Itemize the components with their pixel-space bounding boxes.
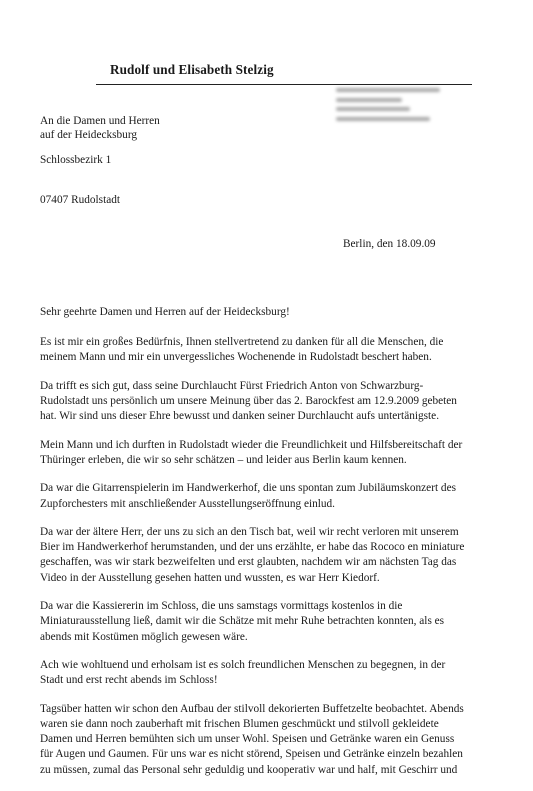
text-line: Mein Mann und ich durften in Rudolstadt wieder die Freundlichkeit und Hilfsbereitschaft der [40, 438, 463, 451]
recipient-city: 07407 Rudolstadt [40, 193, 121, 206]
text-line: geschaffen, was wir stark bezweifelten und erst glaubten, nachdem wir am nächsten Tag das [40, 556, 457, 569]
text-line: Stadt und erst recht abends im Schloss! [40, 674, 218, 687]
paragraph [40, 702, 480, 778]
recipient-line-1: An die Damen und Herren [40, 115, 160, 127]
paragraph [40, 658, 480, 688]
paragraph [40, 599, 480, 645]
header-rule [96, 84, 472, 85]
text-line: meinem Mann und mir ein unvergessliches Wochenende in Rudolstadt beschert haben. [40, 351, 432, 364]
text-line: Bier im Handwerkerhof herumstanden, und der uns erzählte, er habe das Rococo en miniature [40, 541, 465, 554]
paragraph [40, 335, 480, 365]
paragraph [40, 438, 480, 468]
text-line: Video in der Ausstellung gesehen hatten und wussten, es war Herr Kiedorf. [40, 571, 380, 584]
text-line: waren sie dann noch zauberhaft mit frischen Blumen geschmückt und stilvoll gekleidete [40, 717, 439, 730]
paragraph [40, 525, 480, 586]
text-line: Zupforchesters mit anschließender Ausstellungseröffnung einlud. [40, 497, 336, 510]
paragraph [40, 379, 480, 425]
salutation: Sehr geehrte Damen und Herren auf der Heidecksburg! [40, 306, 290, 318]
recipient-line-2: auf der Heidecksburg [40, 128, 138, 141]
text-line: Es ist mir ein großes Bedürfnis, Ihnen stellvertretend zu danken für all die Menschen, die [40, 336, 444, 348]
text-line: Thüringer erleben, die wir so sehr schätzen – und leider aus Berlin kaum kennen. [40, 453, 407, 466]
text-line: Ach wie wohltuend und erholsam ist es solch freundlichen Menschen zu begegnen, in der [40, 659, 446, 672]
text-line: Tagsüber hatten wir schon den Aufbau der stilvoll dekorierten Buffetzelte beobachtet. Abends [40, 702, 464, 715]
sender-name: Rudolf und Elisabeth Stelzig [110, 62, 274, 77]
recipient-street: Schlossbezirk 1 [40, 154, 112, 166]
redacted-line [336, 98, 402, 102]
text-line: für Augen und Gaumen. Für uns war es nicht störend, Speisen und Getränke einzeln bezahlen [40, 748, 463, 761]
text-line: Miniaturausstellung ließ, damit wir die Schätze mit mehr Ruhe betrachten konnten, als es [40, 615, 445, 628]
letter-date: Berlin, den 18.09.09 [343, 238, 436, 250]
text-line: abends mit Kostümen möglich gewesen wäre. [40, 630, 248, 643]
redacted-sender-address [336, 88, 446, 126]
redacted-line [336, 117, 430, 121]
text-line: Rudolstadt uns persönlich um unsere Meinung über das 2. Barockfest am 12.9.2009 gebeten [40, 394, 457, 407]
redacted-line [336, 88, 440, 92]
text-line: Da war der ältere Herr, der uns zu sich an den Tisch bat, weil wir recht verloren mit unserem [40, 526, 459, 539]
text-line: zu müssen, zumal das Personal sehr geduldig und kooperativ war und half, mit Geschirr und [40, 763, 458, 776]
paragraph [40, 481, 480, 511]
text-line: hat. Wir sind uns dieser Ehre bewusst und danken seiner Durchlaucht aufs untertänigste. [40, 410, 440, 423]
text-line: Da war die Gitarrenspielerin im Handwerkerhof, die uns spontan zum Jubiläumskonzert des [40, 482, 456, 495]
text-line: Da war die Kassiererin im Schloss, die uns samstags vormittags kostenlos in die [40, 600, 403, 613]
redacted-line [336, 107, 410, 111]
text-line: Damen und Herren bemühten sich um unser Wohl. Speisen und Getränke waren ein Genuss [40, 733, 455, 746]
recipient-address [40, 115, 160, 207]
letter-body [40, 335, 480, 791]
text-line: Da trifft es sich gut, dass seine Durchlaucht Fürst Friedrich Anton von Schwarzburg- [40, 379, 424, 392]
